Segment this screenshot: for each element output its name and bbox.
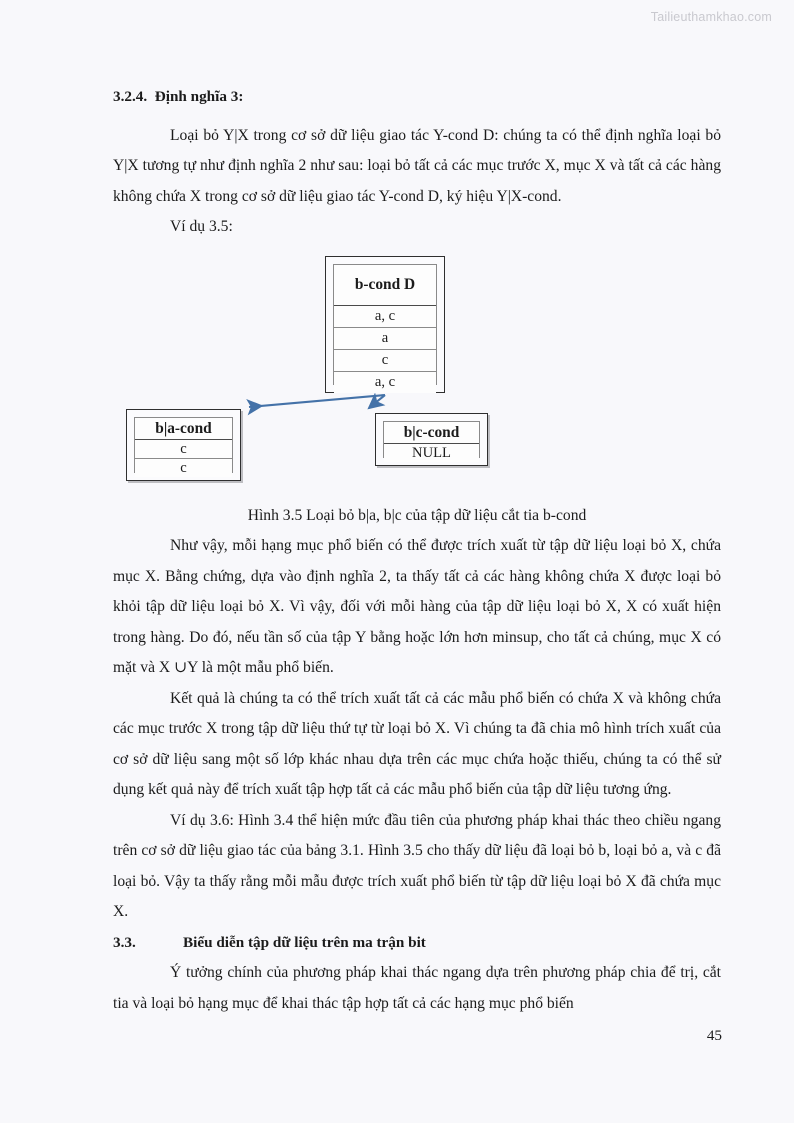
section-number: 3.2.4.	[113, 88, 148, 105]
node-b-cond-d-header: b-cond D	[334, 265, 436, 306]
subsection-title: Biểu diễn tập dữ liệu trên ma trận bit	[183, 933, 426, 951]
node-b-cond-d	[325, 256, 445, 393]
node-b-cond-d-row: a	[334, 328, 436, 350]
watermark-text: Tailieuthamkhao.com	[650, 10, 772, 24]
node-b-a-cond-row: c	[135, 459, 232, 477]
page-title	[113, 86, 721, 109]
paragraph-5: Ý tưởng chính của phương pháp khai thác ngang dựa trên phương pháp chia để trị, cắt tia và loại bỏ hạng mục để khai thác tập hợp tất cả các hạng mục phổ biến	[113, 964, 721, 1012]
paragraph-2: Như vậy, mỗi hạng mục phổ biến có thể được trích xuất từ tập dữ liệu loại bỏ X, chứa mục X. Bằng chứng, dựa vào định nghĩa 2, ta thấy tất cả các hàng không chứa X được loại bỏ khỏi tập dữ liệu loại bỏ X. Vì vậy, đối với mỗi hàng của tập dữ liệu loại bỏ X, X có xuất hiện trong hàng. Do đó, nếu tần số của tập Y bằng hoặc lớn hơn minsup, cho tất cả chúng, mục X có mặt và X ∪Y là một mẫu phổ biến.	[113, 537, 721, 677]
figure-caption: Hình 3.5 Loại bỏ b|a, b|c của tập dữ liệu cắt tia b-cond	[247, 506, 587, 524]
paragraph-4: Ví dụ 3.6: Hình 3.4 thể hiện mức đầu tiên của phương pháp khai thác theo chiều ngang trên cơ sở dữ liệu giao tác của bảng 3.1. Hình 3.5 cho thấy dữ liệu đã loại bỏ b, loại bỏ a, và c đã loại bỏ. Vậy ta thấy rằng mỗi mẫu được trích xuất phổ biến từ tập dữ liệu loại bỏ X đã chứa mục X.	[113, 811, 721, 921]
paragraph-definition3: Loại bỏ Y|X trong cơ sở dữ liệu giao tác Y-cond D: chúng ta có thể định nghĩa loại bỏ Y|X tương tự như định nghĩa 2 như sau: loại bỏ tất cả các mục trước X, mục X và tất cả các hàng không chứa X trong cơ sở dữ liệu giao tác Y-cond D, ký hiệu Y|X-cond.	[113, 126, 721, 205]
page-number: 45	[706, 1027, 722, 1044]
node-b-cond-d-row: a, c	[334, 306, 436, 328]
node-b-c-cond-row: NULL	[384, 444, 479, 462]
figure-3-5	[113, 245, 721, 501]
paragraph-3: Kết quả là chúng ta có thể trích xuất tất cả các mẫu phổ biến có chứa X và không chứa các mục trước X trong tập dữ liệu thứ tự từ loại bỏ X. Vì chúng ta đã chia mô hình trích xuất của cơ sở dữ liệu sang một số lớp khác nhau dựa trên các mục chứa hoặc thiếu, chúng ta có thể sử dụng kết quả này để trích xuất tập hợp tất cả các mẫu phổ biến của tập dữ liệu tương ứng.	[113, 689, 721, 799]
node-b-a-cond-row: c	[135, 440, 232, 459]
node-b-cond-d-row: c	[334, 350, 436, 372]
node-b-c-cond	[375, 413, 488, 466]
example-label-35: Ví dụ 3.5:	[170, 218, 233, 236]
node-b-a-cond	[126, 409, 241, 481]
node-b-a-cond-table	[134, 417, 233, 476]
figure-canvas	[113, 245, 721, 501]
node-b-c-cond-header: b|c-cond	[384, 422, 479, 444]
subsection-heading-3-3	[113, 928, 721, 959]
node-b-a-cond-header: b|a-cond	[135, 418, 232, 440]
document-content	[113, 86, 721, 1019]
node-b-cond-d-table	[333, 264, 437, 390]
section-title: Định nghĩa 3:	[154, 88, 244, 105]
subsection-number: 3.3.	[113, 933, 136, 951]
node-b-c-cond-table	[383, 421, 480, 461]
node-b-cond-d-row: a, c	[334, 372, 436, 393]
